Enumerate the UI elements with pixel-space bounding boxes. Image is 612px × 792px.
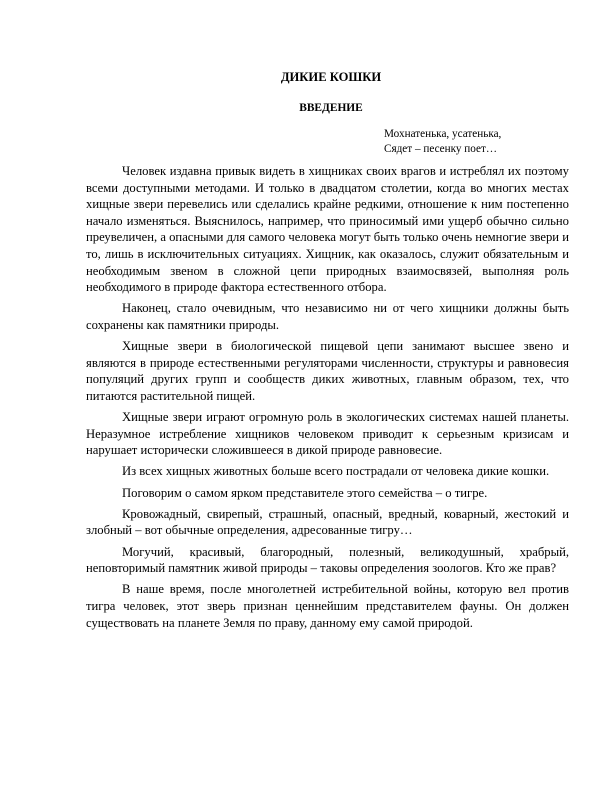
- epigraph-line: Мохнатенька, усатенька,: [384, 128, 502, 140]
- epigraph-line: Сядет – песенку поет…: [384, 143, 498, 155]
- paragraph: Хищные звери в биологической пищевой цепи занимают высшее звено и являются в природе естественными регуляторами численности, структуры и равновесия популяций других групп и сообществ диких животных, главным образом, тех, что питаются растительной пищей.: [86, 339, 569, 403]
- paragraph: Наконец, стало очевидным, что независимо ни от чего хищники должны быть сохранены как памятники природы.: [86, 301, 569, 332]
- paragraph: Хищные звери играют огромную роль в экологических системах нашей планеты. Неразумное истребление хищников человеком приводит к серьезным кризисам и нарушает исторически сложившееся в дикой природе равновесие.: [86, 410, 569, 458]
- section-heading: ВВЕДЕНИЕ: [299, 102, 363, 114]
- paragraph: Из всех хищных животных больше всего пострадали от человека дикие кошки.: [122, 464, 550, 479]
- paragraph: Человек издавна привык видеть в хищниках своих врагов и истреблял их поэтому всеми доступными методами. И только в двадцатом столетии, когда во многих местах хищные звери перевелись или сделались крайне редкими, отношение к ним постепенно начало изменяться. Выяснилось, например, что приносимый ими ущерб обычно сильно преувеличен, а опасными для самого человека могут быть только очень немногие звери и то, лишь в исключительных ситуациях. Хищник, как оказалось, служит обязательным и необходимым звеном в сложной цепи природных взаимосвязей, выполняя роль необходимого в природе фактора естественного отбора.: [86, 164, 569, 295]
- paragraph: В наше время, после многолетней истребительной войны, которую вел против тигра человек, этот зверь признан ценнейшим представителем фауны. Он должен существовать на планете Земля по праву, данному ему самой природой.: [86, 582, 569, 630]
- paragraph: Кровожадный, свирепый, страшный, опасный, вредный, коварный, жестокий и злобный – вот обычные определения, адресованные тигру…: [86, 506, 569, 538]
- document-title: ДИКИЕ КОШКИ: [280, 70, 382, 84]
- epigraph: [384, 127, 584, 157]
- paragraph: Могучий, красивый, благородный, полезный, великодушный, храбрый, неповторимый памятник живой природы – таковы определения зоологов. Кто же прав?: [86, 544, 569, 576]
- body-text: [86, 163, 569, 636]
- paragraph: Поговорим о самом ярком представителе этого семейства – о тигре.: [122, 485, 488, 500]
